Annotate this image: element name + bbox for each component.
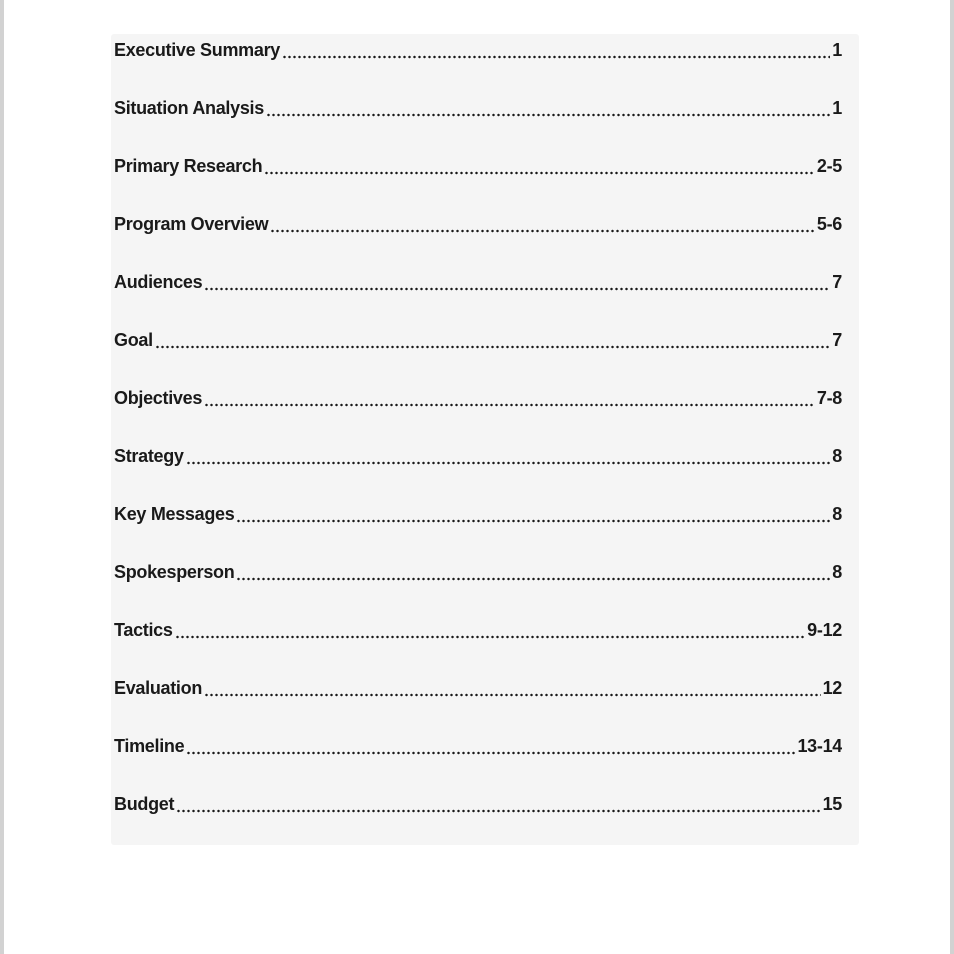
toc-entry-objectives[interactable] [114, 388, 842, 412]
toc-entry-evaluation[interactable] [114, 678, 842, 702]
toc-entry-spokesperson[interactable] [114, 562, 842, 586]
toc-entry-primary-research[interactable] [114, 156, 842, 180]
toc-entry-title: Primary Research [114, 156, 263, 176]
toc-entry-audiences[interactable] [114, 272, 842, 296]
toc-entry-title: Program Overview [114, 214, 269, 234]
toc-dot-leader [264, 171, 815, 175]
toc-entry-page: 8 [832, 446, 842, 466]
toc-entry-page: 1 [832, 98, 842, 118]
toc-entry-title: Strategy [114, 446, 184, 466]
toc-entry-title: Executive Summary [114, 40, 280, 60]
toc-dot-leader [266, 113, 830, 117]
toc-dot-leader [236, 577, 830, 581]
toc-entry-page: 12 [822, 678, 842, 698]
toc-dot-leader [175, 635, 806, 639]
toc-entry-key-messages[interactable] [114, 504, 842, 528]
toc-entry-goal[interactable] [114, 330, 842, 354]
toc-dot-leader [176, 809, 820, 813]
toc-entry-title: Key Messages [114, 504, 235, 524]
toc-entry-strategy[interactable] [114, 446, 842, 470]
document-page [4, 0, 950, 954]
toc-dot-leader [204, 287, 830, 291]
toc-dot-leader [282, 55, 830, 59]
toc-entry-program-overview[interactable] [114, 214, 842, 238]
toc-entry-page: 7 [832, 330, 842, 350]
toc-entry-timeline[interactable] [114, 736, 842, 760]
toc-entry-title: Evaluation [114, 678, 203, 698]
toc-entry-title: Spokesperson [114, 562, 235, 582]
toc-dot-leader [186, 751, 795, 755]
toc-entry-title: Audiences [114, 272, 203, 292]
toc-entry-title: Objectives [114, 388, 203, 408]
toc-entry-page: 7 [832, 272, 842, 292]
toc-entry-title: Budget [114, 794, 175, 814]
toc-dot-leader [204, 403, 815, 407]
toc-entry-situation-analysis[interactable] [114, 98, 842, 122]
toc-entry-executive-summary[interactable] [114, 40, 842, 64]
toc-entry-page: 8 [832, 562, 842, 582]
toc-dot-leader [236, 519, 830, 523]
toc-dot-leader [204, 693, 821, 697]
toc-entry-page: 8 [832, 504, 842, 524]
toc-dot-leader [270, 229, 815, 233]
toc-entry-budget[interactable] [114, 794, 842, 818]
toc-entry-page: 13-14 [797, 736, 842, 756]
toc-entry-title: Goal [114, 330, 153, 350]
toc-entry-page: 1 [832, 40, 842, 60]
toc-entry-tactics[interactable] [114, 620, 842, 644]
toc-entry-page: 2-5 [816, 156, 842, 176]
table-of-contents [111, 34, 859, 845]
toc-entry-title: Timeline [114, 736, 185, 756]
toc-dot-leader [155, 345, 830, 349]
toc-entry-page: 15 [822, 794, 842, 814]
toc-entry-page: 5-6 [816, 214, 842, 234]
toc-dot-leader [186, 461, 831, 465]
toc-entry-title: Situation Analysis [114, 98, 264, 118]
toc-entry-page: 7-8 [816, 388, 842, 408]
toc-entry-page: 9-12 [807, 620, 842, 640]
toc-entry-title: Tactics [114, 620, 173, 640]
